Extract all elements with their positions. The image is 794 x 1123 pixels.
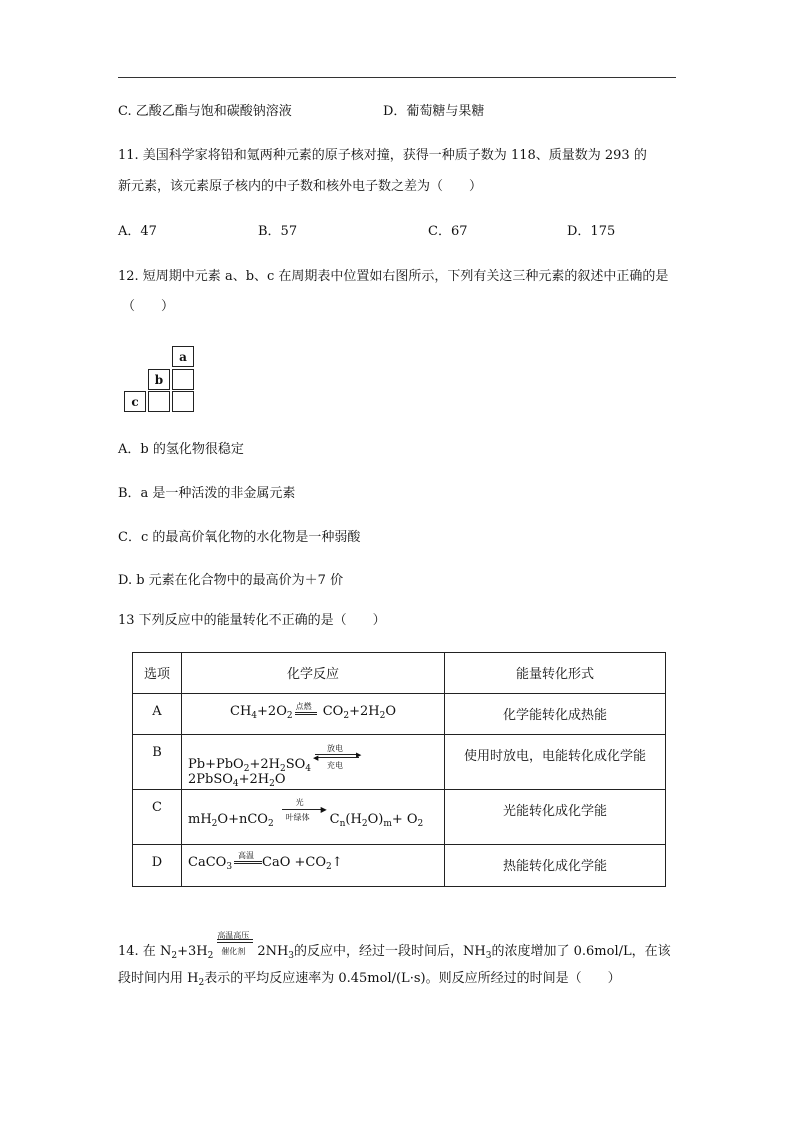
q11-stem-line2: 新元素，该元素原子核内的中子数和核外电子数之差为（ ） xyxy=(118,179,483,194)
reaction-equation: $CH_4+2O_2$ 点燃 $CO_2+2H_2O$ xyxy=(182,694,445,735)
q14-text: 段时间内用 H xyxy=(118,971,199,986)
arrow-condition: 高温 xyxy=(238,850,255,860)
q13-stem: 13 下列反应中的能量转化不正确的是（ ） xyxy=(118,613,386,628)
reversible-arrow xyxy=(213,930,257,959)
reaction-arrow: 光 ▶ 叶绿体 xyxy=(274,813,330,827)
q12-option-a: A．b 的氢化物很稳定 xyxy=(118,442,244,457)
reaction-equation: $mH_2O+nCO_2$ 光 ▶ 叶绿体 $C_n(H_2O)_m+ O_2$ xyxy=(182,790,445,845)
row-option: D xyxy=(133,845,182,887)
reaction-equation: CaCO$_3$ 高温 CaO $+CO_2↑$ xyxy=(182,845,445,887)
q11-option-b: B．57 xyxy=(258,224,298,239)
cell-empty xyxy=(172,369,194,390)
q11-stem-line1: 11. 美国科学家将铅和氪两种元素的原子核对撞，获得一种质子数为 118、质量数为 293 的 xyxy=(118,148,647,163)
table-header: 能量转化形式 xyxy=(445,653,666,694)
table-header: 化学反应 xyxy=(182,653,445,694)
header-rule xyxy=(118,77,676,78)
arrow-condition: 充电 xyxy=(327,760,343,770)
q14-text: 表示的平均反应速率为 0.45mol/(L·s)。则反应所经过的时间是（ ） xyxy=(204,971,621,986)
row-option: A xyxy=(133,694,182,735)
q14-text: 的反应中，经过一段时间后，NH xyxy=(294,944,486,959)
arrow-condition: 催化剂 xyxy=(221,946,246,956)
cell-c: c xyxy=(124,391,146,412)
reaction-table xyxy=(132,652,666,887)
row-option: B xyxy=(133,735,182,790)
q10-option-d: D．葡萄糖与果糖 xyxy=(383,104,485,119)
q11-option-c: C．67 xyxy=(428,224,468,239)
q11-option-d: D．175 xyxy=(567,224,616,239)
arrow-condition: 高温高压 xyxy=(217,930,250,940)
table-row xyxy=(133,790,666,845)
arrow-condition: 光 xyxy=(295,797,304,807)
row-option: C xyxy=(133,790,182,845)
arrow-condition: 叶绿体 xyxy=(285,812,310,822)
cell-empty xyxy=(148,391,170,412)
q14-stem-line1: 14. 在 $N_2+3H_2$ 高温高压 催化剂 $2NH_3$的反应中，经过一段时间后，$NH_3$的浓度增加了 0.6mol/L，在该 xyxy=(118,943,671,961)
q11-option-a: A．47 xyxy=(118,224,157,239)
q12-stem-line2: （ ） xyxy=(122,299,175,314)
q12-option-d: D. b 元素在化合物中的最高价为＋7 价 xyxy=(118,573,344,588)
reaction-arrow xyxy=(293,701,319,719)
reversible-arrow: 放电 ▶ ◀ 充电 xyxy=(313,743,362,770)
q12-stem-line1: 12. 短周期中元素 a、b、c 在周期表中位置如右图所示，下列有关这三种元素的叙述中正确的是 xyxy=(118,269,669,284)
energy-form: 热能转化成化学能 xyxy=(445,845,666,887)
energy-form: 使用时放电，电能转化成化学能 xyxy=(445,735,666,790)
arrow-condition: 放电 xyxy=(327,743,343,753)
table-row xyxy=(133,845,666,887)
periodic-table-figure xyxy=(124,346,196,412)
q12-option-b: B．a 是一种活泼的非金属元素 xyxy=(118,486,296,501)
reaction-arrow xyxy=(232,850,262,870)
energy-form: 化学能转化成热能 xyxy=(445,694,666,735)
cell-empty xyxy=(172,391,194,412)
cell-a: a xyxy=(172,346,194,367)
arrow-condition: 点燃 xyxy=(295,701,312,711)
q14-stem-line2: 段时间内用 $H_2$表示的平均反应速率为 0.45mol/(L·s)。则反应所经过的时间是（ ） xyxy=(118,971,621,988)
energy-form: 光能转化成化学能 xyxy=(445,790,666,845)
reaction-equation: $Pb+PbO_2+2H_2SO_4$ 放电 ▶ ◀ 充电 $2PbSO_4+2H_2O$ xyxy=(182,735,445,790)
table-row xyxy=(133,735,666,790)
q14-text: 的浓度增加了 0.6mol/L，在该 xyxy=(491,944,671,959)
q10-option-c: C. 乙酸乙酯与饱和碳酸钠溶液 xyxy=(118,104,292,119)
q12-option-c: C．c 的最高价氧化物的水化物是一种弱酸 xyxy=(118,530,361,545)
cell-b: b xyxy=(148,369,170,390)
table-row xyxy=(133,694,666,735)
table-header: 选项 xyxy=(133,653,182,694)
